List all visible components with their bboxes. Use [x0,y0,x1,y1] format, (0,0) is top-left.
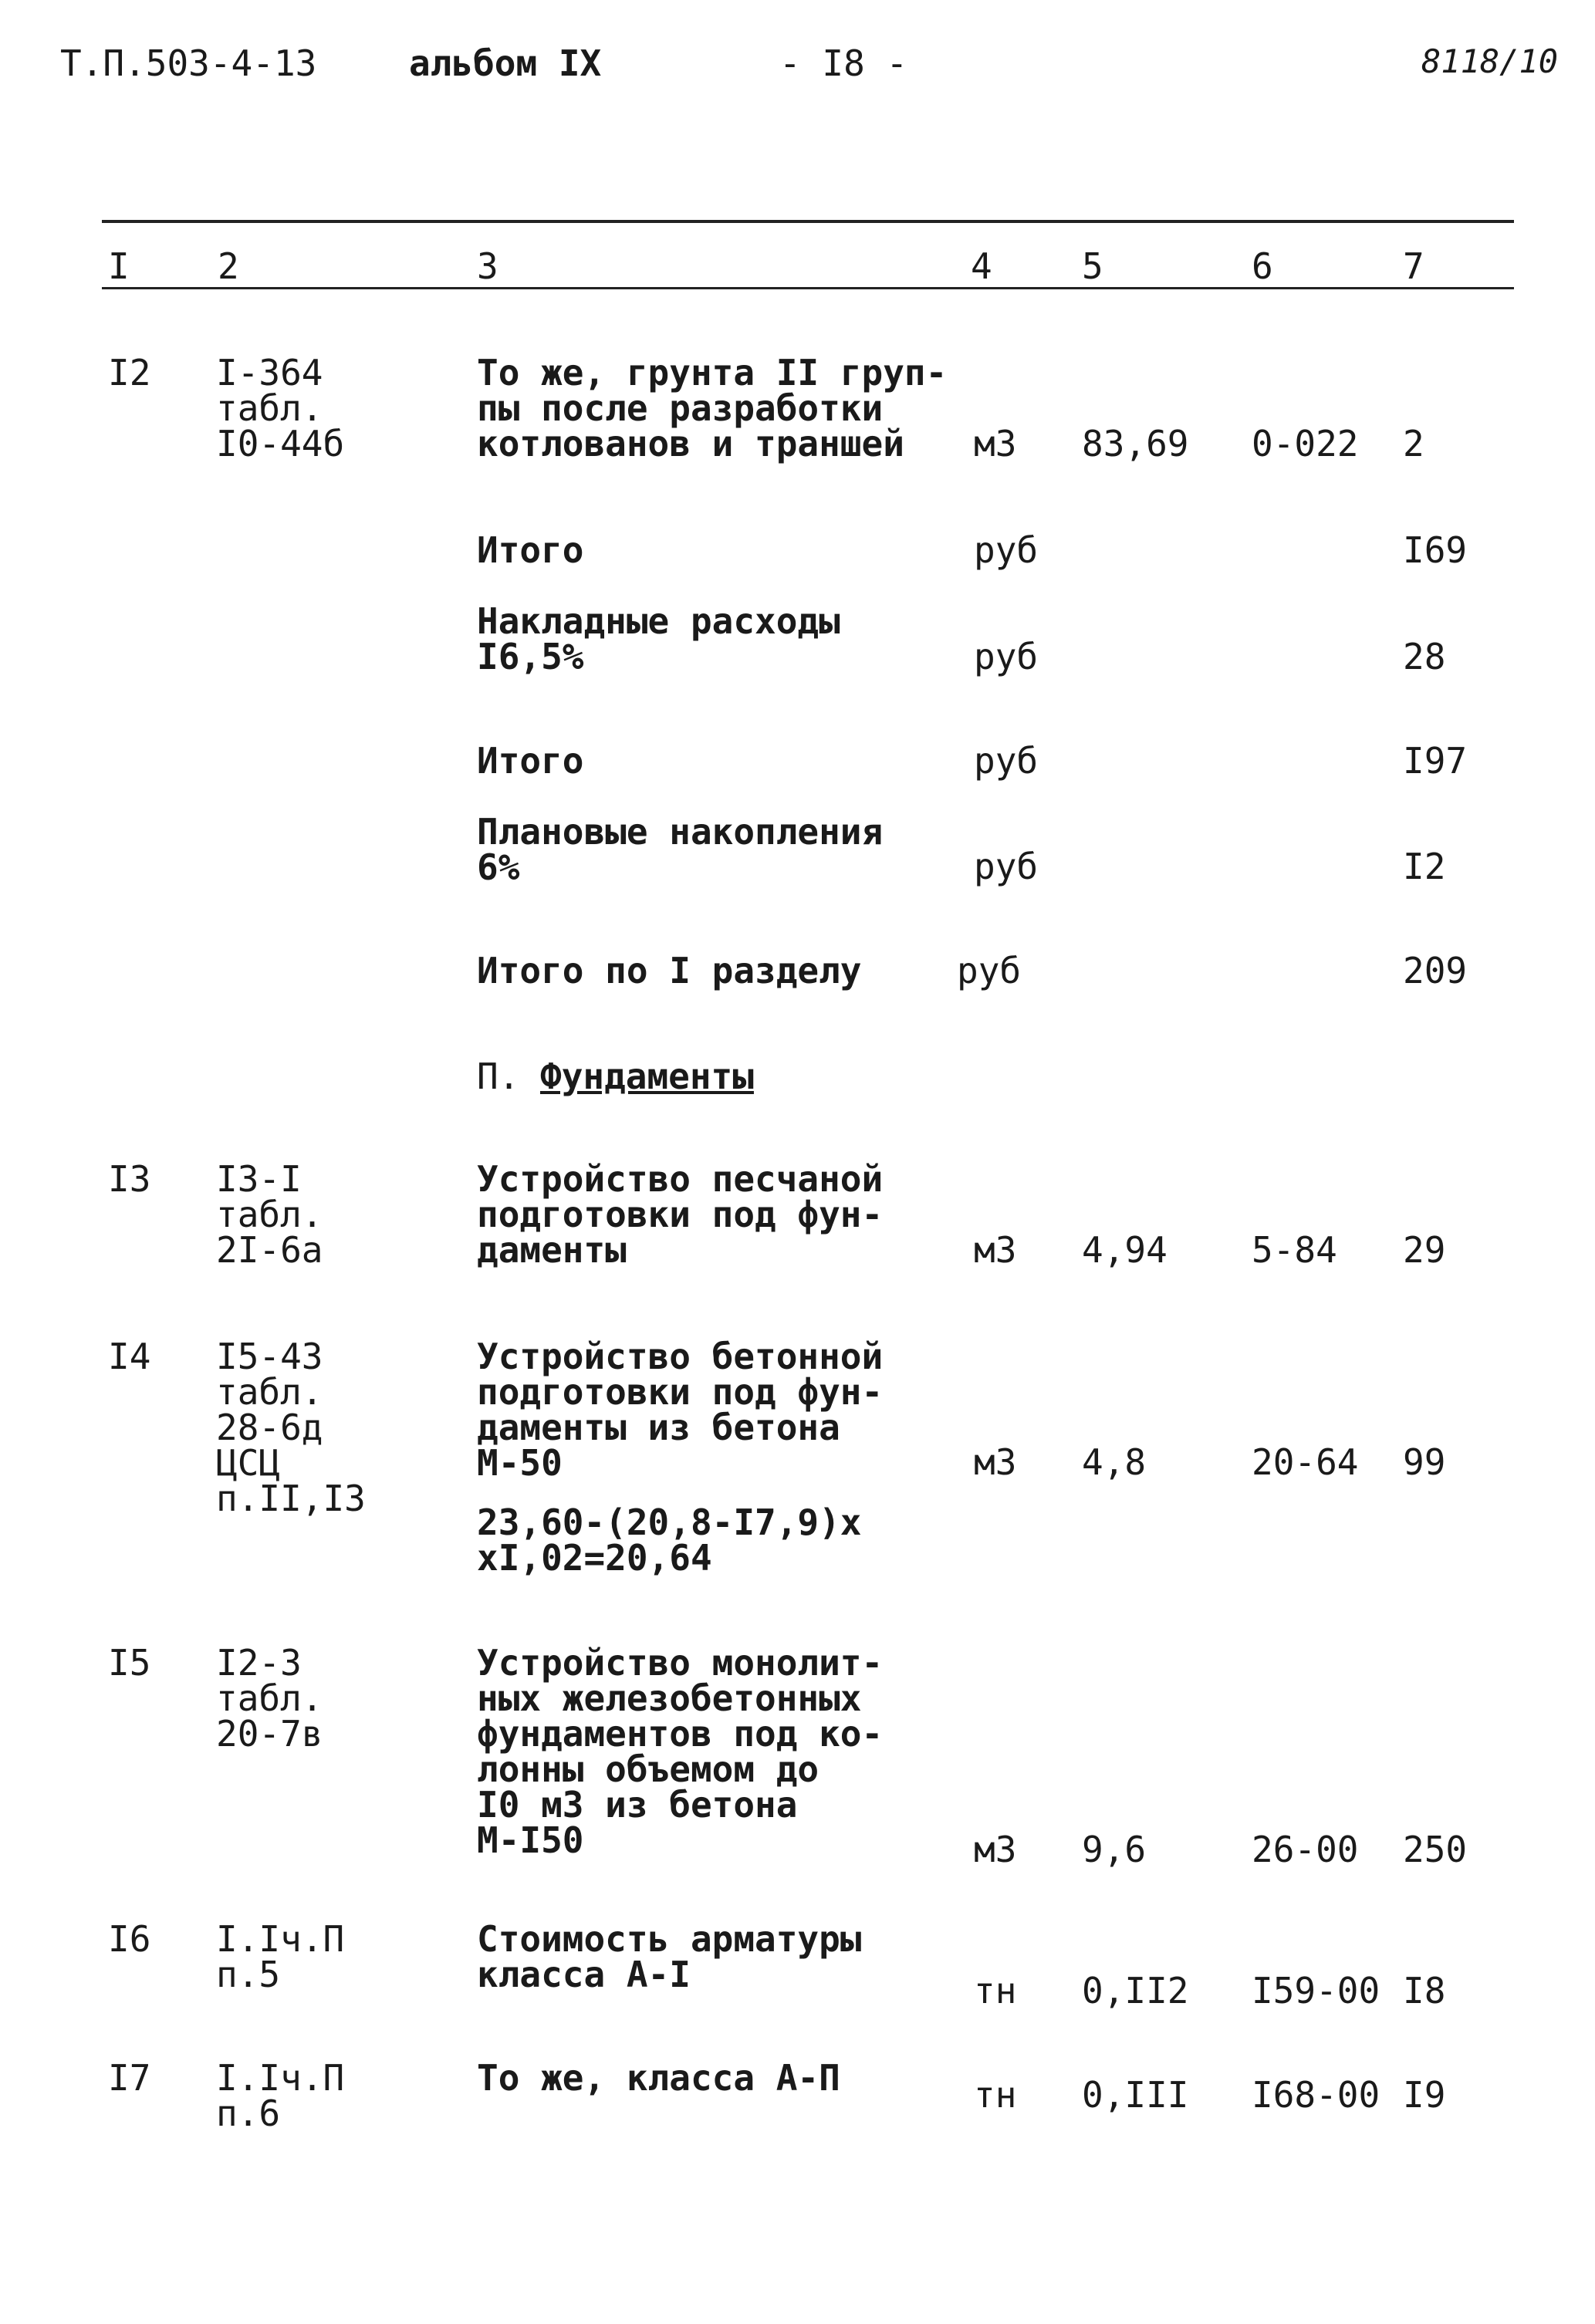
col-2-header: 2 [218,245,239,287]
row-number: I6 [108,1918,151,1960]
unit: руб [974,846,1039,887]
unit: м3 [974,423,1017,464]
quantity: 83,69 [1082,423,1189,464]
total-cost: 99 [1403,1441,1446,1483]
unit: руб [974,740,1039,782]
work-description: Устройство бетонной подготовки под фун- даменты из бетона М-50 [477,1336,884,1484]
col-7-header: 7 [1403,245,1424,287]
unit-price: I59-00 [1252,1970,1380,2012]
page-number: - I8 - [779,42,908,84]
overhead-label: Накладные расходы I6,5% [477,600,840,677]
unit: м3 [974,1829,1017,1870]
total-cost: I97 [1403,740,1468,782]
total-cost: I69 [1403,529,1468,571]
unit-price: I68-00 [1252,2074,1380,2116]
row-number: I2 [108,352,151,394]
norm-ref: I2-3 табл. 20-7в [216,1642,323,1755]
table-header-rule [102,287,1514,289]
section-title: Фундаменты [540,1056,754,1097]
total-cost: 250 [1403,1829,1468,1870]
unit: руб [957,950,1022,991]
unit: тн [974,1970,1017,2012]
unit-price: 0-022 [1252,423,1359,464]
col-4-header: 4 [971,245,992,287]
row-number: I5 [108,1642,151,1684]
unit: руб [974,636,1039,677]
section-total-label: Итого по I разделу [477,950,862,991]
section-number: П. [477,1056,520,1097]
unit: м3 [974,1441,1017,1483]
quantity: 4,94 [1082,1229,1168,1271]
doc-ref: 8118/10 [1421,42,1559,80]
work-description: Устройство песчаной подготовки под фун- даменты [477,1158,884,1271]
unit: тн [974,2074,1017,2116]
quantity: 4,8 [1082,1441,1147,1483]
total-cost: 2 [1403,423,1424,464]
norm-ref: I.Iч.П п.6 [216,2057,345,2134]
total-cost: 29 [1403,1229,1446,1271]
total-cost: 209 [1403,950,1468,991]
col-6-header: 6 [1252,245,1273,287]
norm-ref: I3-I табл. 2I-6а [216,1158,323,1271]
planned-savings-label: Плановые накопления 6% [477,811,884,888]
col-1-header: I [108,245,130,287]
work-description: То же, класса А-П [477,2057,840,2099]
price-calculation: 23,60-(20,8-I7,9)x xI,02=20,64 [477,1501,862,1579]
subtotal-label: Итого [477,740,584,782]
quantity: 0,III [1082,2074,1189,2116]
album-label: альбом IX [409,42,602,84]
total-cost: 28 [1403,636,1446,677]
quantity: 0,II2 [1082,1970,1189,2012]
unit: м3 [974,1229,1017,1271]
doc-code: Т.П.503-4-13 [60,42,317,84]
row-number: I7 [108,2057,151,2099]
unit: руб [974,529,1039,571]
subtotal-label: Итого [477,529,584,571]
norm-ref: I-364 табл. I0-44б [216,352,345,464]
work-description: Стоимость арматуры класса А-I [477,1918,862,1995]
total-cost: I8 [1403,1970,1446,2012]
norm-ref: I5-43 табл. 28-6д ЦСЦ п.II,I3 [216,1336,366,1519]
unit-price: 5-84 [1252,1229,1337,1271]
unit-price: 26-00 [1252,1829,1359,1870]
norm-ref: I.Iч.П п.5 [216,1918,345,1995]
unit-price: 20-64 [1252,1441,1359,1483]
work-description: То же, грунта II груп- пы после разработки котлованов и траншей [477,352,948,464]
total-cost: I9 [1403,2074,1446,2116]
col-3-header: 3 [477,245,498,287]
col-5-header: 5 [1082,245,1103,287]
work-description: Устройство монолит- ных железобетонных фундаментов под ко- лонны объемом до I0 м3 из бетона М-I50 [477,1642,884,1861]
row-number: I3 [108,1158,151,1200]
table-top-rule [102,220,1514,223]
row-number: I4 [108,1336,151,1377]
total-cost: I2 [1403,846,1446,887]
quantity: 9,6 [1082,1829,1147,1870]
